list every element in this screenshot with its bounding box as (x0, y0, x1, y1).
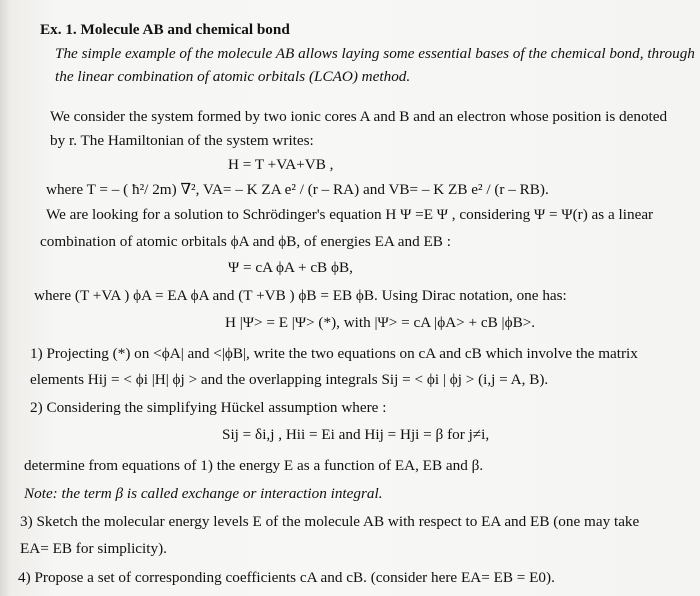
note: Note: the term β is called exchange or interaction integral. (24, 485, 383, 502)
body-line-8: where (T +VA ) ϕA = EA ϕA and (T +VB ) ϕB = EB ϕB. Using Dirac notation, one has: (34, 287, 567, 304)
hamiltonian-equation: H = T +VA+VB , (228, 156, 334, 173)
intro-line-2: the linear combination of atomic orbitals (LCAO) method. (55, 68, 411, 85)
question-4: 4) Propose a set of corresponding coefficients cA and cB. (consider here EA= EB = E0). (18, 569, 555, 586)
question-3-line-2: EA= EB for simplicity). (20, 540, 167, 557)
question-1-line-2: elements Hij = < ϕi |H| ϕj > and the overlapping integrals Sij = < ϕi | ϕj > (i,j = A, B). (30, 371, 549, 388)
huckel-equation: Sij = δi,j , Hii = Ei and Hij = Hji = β for j≠i, (222, 426, 490, 443)
operator-definitions: where T = – ( ħ²/ 2m) ∇², VA= – K ZA e² / (r – RA) and VB= – K ZB e² / (r – RB). (46, 181, 549, 198)
body-line-1: We consider the system formed by two ionic cores A and B and an electron whose position is denoted (50, 108, 668, 125)
question-2: 2) Considering the simplifying Hückel assumption where : (30, 399, 387, 416)
question-2-task: determine from equations of 1) the energy E as a function of EA, EB and β. (24, 457, 484, 474)
dirac-equation: H |Ψ> = E |Ψ> (*), with |Ψ> = cA |ϕA> + cB |ϕB>. (225, 314, 536, 331)
scan-shadow (0, 0, 10, 596)
body-line-2: by r. The Hamiltonian of the system writes: (50, 132, 314, 149)
lcao-equation: Ψ = cA ϕA + cB ϕB, (228, 259, 353, 276)
intro-line-1: The simple example of the molecule AB allows laying some essential bases of the chemical bond, through (55, 45, 695, 62)
exercise-title: Ex. 1. Molecule AB and chemical bond (40, 21, 290, 38)
question-1-line-1: 1) Projecting (*) on <ϕA| and <|ϕB|, write the two equations on cA and cB which involve the matrix (30, 345, 638, 362)
body-line-5: We are looking for a solution to Schrödinger's equation H Ψ =E Ψ , considering Ψ = Ψ(r) as a linear (46, 206, 654, 223)
question-3-line-1: 3) Sketch the molecular energy levels E of the molecule AB with respect to EA and EB (one may take (20, 513, 640, 530)
body-line-6: combination of atomic orbitals ϕA and ϕB, of energies EA and EB : (40, 233, 451, 250)
